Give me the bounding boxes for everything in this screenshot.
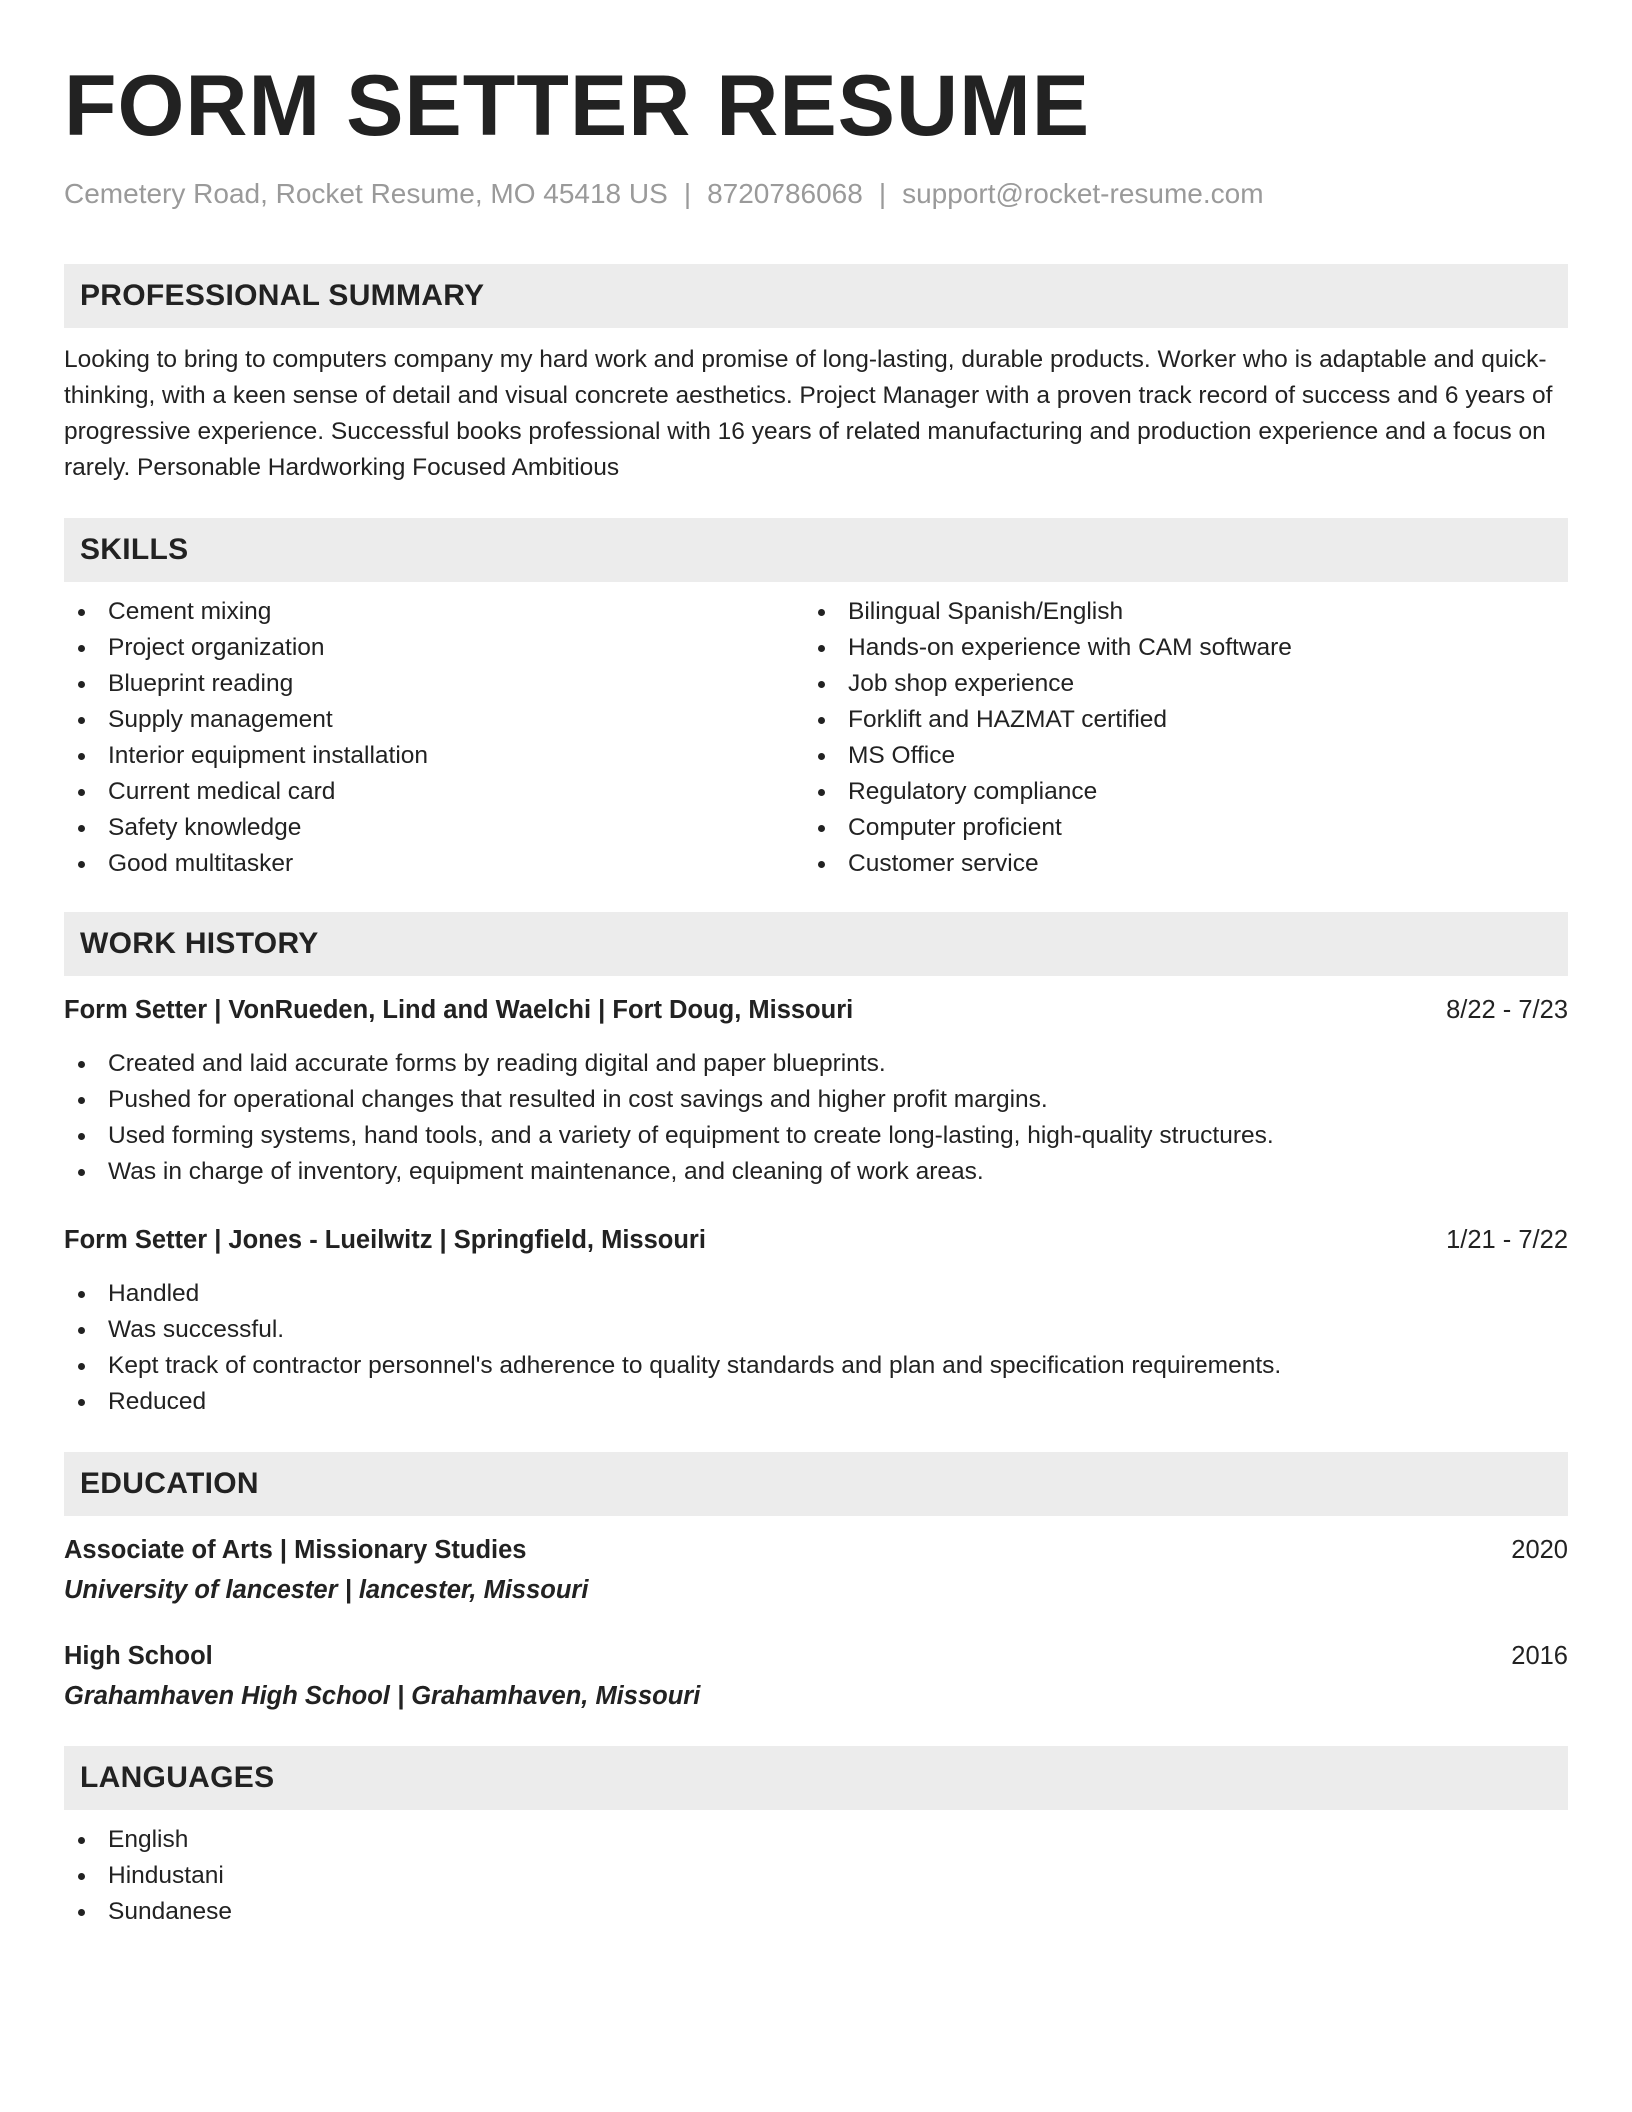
- job-title: Form Setter | Jones - Lueilwitz | Springfield, Missouri: [64, 1226, 706, 1254]
- contact-address: Cemetery Road, Rocket Resume, MO 45418 US: [64, 178, 668, 209]
- job-dates: 1/21 - 7/22: [1446, 1226, 1568, 1254]
- job-bullet: Reduced: [64, 1384, 1568, 1420]
- skills-list-right: [804, 594, 1544, 882]
- skill-item: Customer service: [804, 846, 1544, 882]
- skill-item: Project organization: [64, 630, 804, 666]
- job-entry: [64, 992, 1568, 1190]
- education-header: [64, 1638, 1568, 1674]
- job-bullet: Created and laid accurate forms by reading digital and paper blueprints.: [64, 1046, 1568, 1082]
- skill-item: Blueprint reading: [64, 666, 804, 702]
- skill-item: Regulatory compliance: [804, 774, 1544, 810]
- job-bullet: Handled: [64, 1276, 1568, 1312]
- contact-line: [64, 176, 1568, 212]
- contact-separator: |: [683, 178, 692, 209]
- language-item: English: [64, 1822, 1568, 1858]
- skills-heading: SKILLS: [64, 518, 1568, 582]
- job-header: [64, 992, 1568, 1028]
- job-title: Form Setter | VonRueden, Lind and Waelchi | Fort Doug, Missouri: [64, 996, 854, 1024]
- job-bullet: Pushed for operational changes that resulted in cost savings and higher profit margins.: [64, 1082, 1568, 1118]
- education-school: University of lancester | lancester, Missouri: [64, 1576, 589, 1604]
- skills-list-left: [64, 594, 804, 882]
- skill-item: Hands-on experience with CAM software: [804, 630, 1544, 666]
- education-entry: [64, 1532, 1568, 1608]
- skill-item: Cement mixing: [64, 594, 804, 630]
- language-item: Hindustani: [64, 1858, 1568, 1894]
- education-entry: [64, 1638, 1568, 1714]
- skill-item: Forklift and HAZMAT certified: [804, 702, 1544, 738]
- work-heading: WORK HISTORY: [64, 912, 1568, 976]
- education-degree: Associate of Arts | Missionary Studies: [64, 1536, 527, 1564]
- skill-item: Job shop experience: [804, 666, 1544, 702]
- job-dates: 8/22 - 7/23: [1446, 996, 1568, 1024]
- language-item: Sundanese: [64, 1894, 1568, 1930]
- skills-columns: [64, 594, 1568, 882]
- skill-item: MS Office: [804, 738, 1544, 774]
- education-year: 2016: [1511, 1642, 1568, 1670]
- education-header: [64, 1532, 1568, 1568]
- education-degree: High School: [64, 1642, 213, 1670]
- job-header: [64, 1222, 1568, 1258]
- job-bullets: [64, 1046, 1568, 1190]
- languages-list: [64, 1822, 1568, 1930]
- job-bullets: [64, 1276, 1568, 1420]
- resume-title: FORM SETTER RESUME: [64, 58, 1091, 154]
- job-entry: [64, 1222, 1568, 1420]
- contact-separator: |: [878, 178, 887, 209]
- skill-item: Current medical card: [64, 774, 804, 810]
- skill-item: Supply management: [64, 702, 804, 738]
- skill-item: Computer proficient: [804, 810, 1544, 846]
- skill-item: Bilingual Spanish/English: [804, 594, 1544, 630]
- education-school: Grahamhaven High School | Grahamhaven, Missouri: [64, 1682, 701, 1710]
- job-bullet: Kept track of contractor personnel's adherence to quality standards and plan and specification requirements.: [64, 1348, 1568, 1384]
- summary-heading: PROFESSIONAL SUMMARY: [64, 264, 1568, 328]
- education-heading: EDUCATION: [64, 1452, 1568, 1516]
- languages-heading: LANGUAGES: [64, 1746, 1568, 1810]
- contact-email: support@rocket-resume.com: [902, 178, 1264, 209]
- job-bullet: Was successful.: [64, 1312, 1568, 1348]
- skill-item: Safety knowledge: [64, 810, 804, 846]
- skill-item: Good multitasker: [64, 846, 804, 882]
- job-bullet: Was in charge of inventory, equipment maintenance, and cleaning of work areas.: [64, 1154, 1568, 1190]
- skill-item: Interior equipment installation: [64, 738, 804, 774]
- education-year: 2020: [1511, 1536, 1568, 1564]
- contact-phone: 8720786068: [707, 178, 863, 209]
- summary-text: Looking to bring to computers company my hard work and promise of long-lasting, durable products. Worker who is adaptable and quick-thinking, with a keen sense of detail and visual concrete aesthetics. Project Manager with a proven track record of success and 6 years of progressive experience. Successful books professional with 16 years of related manufacturing and production experience and a focus on rarely. Personable Hardworking Focused Ambitious: [64, 346, 1553, 481]
- job-bullet: Used forming systems, hand tools, and a variety of equipment to create long-lasting, high-quality structures.: [64, 1118, 1568, 1154]
